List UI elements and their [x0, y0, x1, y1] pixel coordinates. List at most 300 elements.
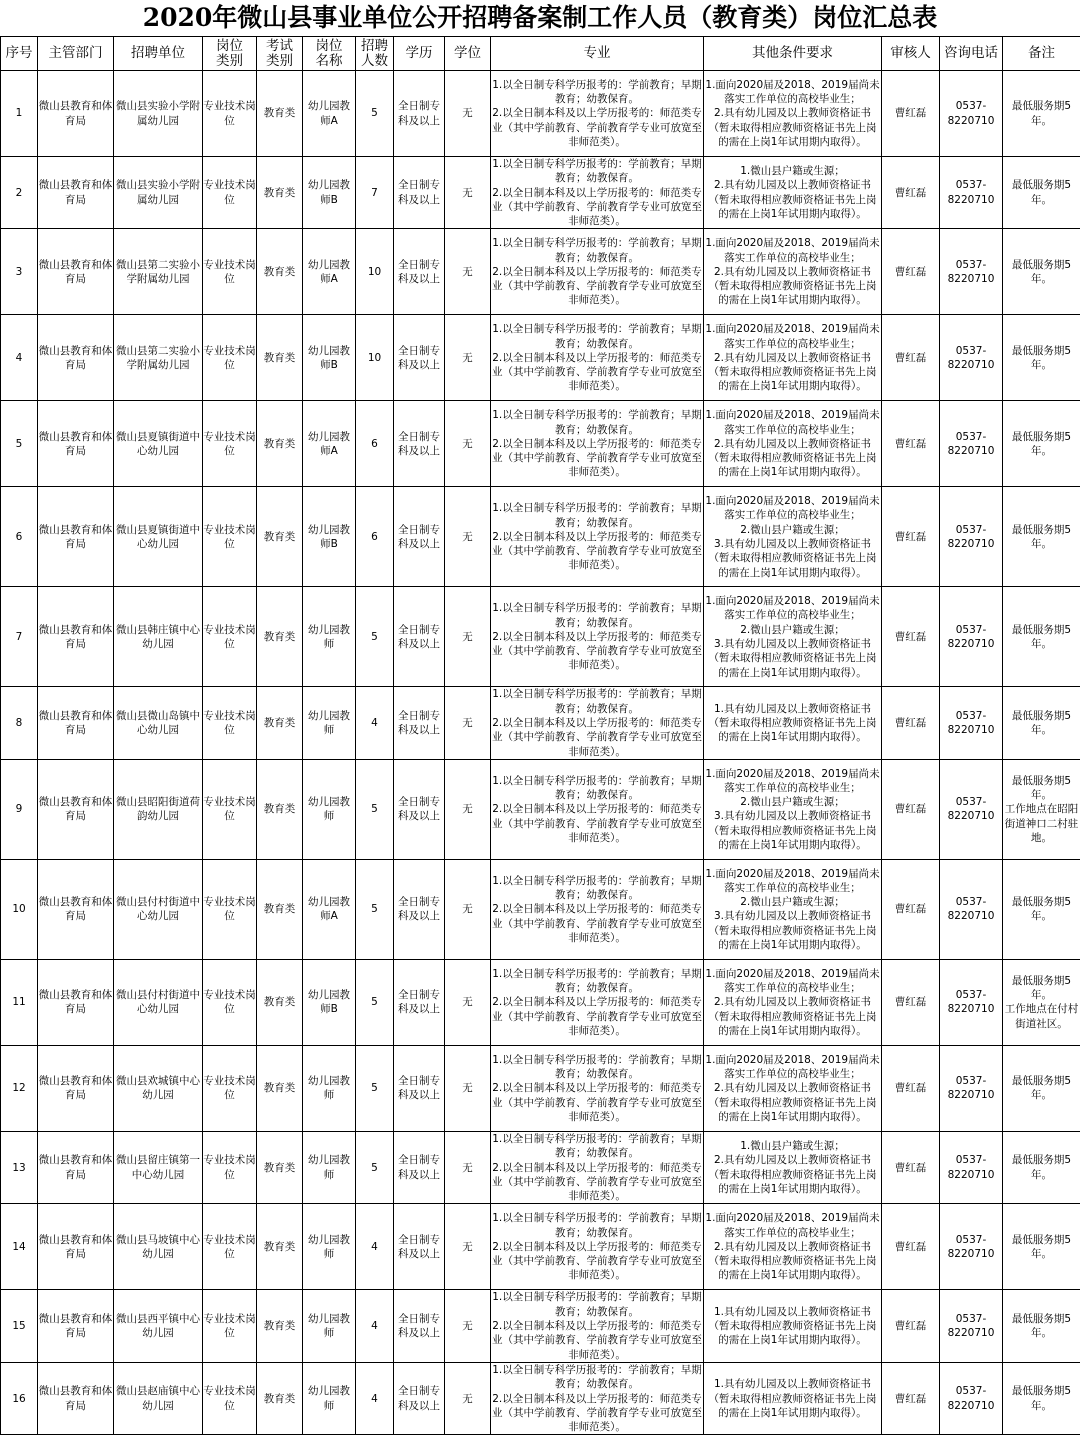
cell-degree — [445, 587, 491, 687]
header-col-major — [491, 37, 704, 71]
cell-text: 全日制专科及以上 — [394, 344, 444, 373]
cell-dept — [38, 315, 114, 401]
cell-post-type — [203, 959, 257, 1045]
cell-edu — [394, 687, 445, 759]
cell-text: 1.以全日制专科学历报考的：学前教育；早期教育；幼教保育。 2.以全日制本科及以上学历报考的：师范类专业（其中学前教育、学前教育学专业可放宽至非师范类）。 — [491, 874, 703, 945]
cell-edu — [394, 157, 445, 229]
cell-count — [356, 1290, 394, 1362]
cell-count — [356, 1204, 394, 1290]
cell-text: 5 — [356, 1161, 393, 1175]
cell-text: 教育类 — [257, 530, 302, 544]
cell-count — [356, 487, 394, 587]
cell-text: 1.以全日制专科学历报考的：学前教育；早期教育；幼教保育。 2.以全日制本科及以上学历报考的：师范类专业（其中学前教育、学前教育学专业可放宽至非师范类）。 — [491, 1132, 703, 1203]
cell-post-type — [203, 401, 257, 487]
cell-text: 微山县教育和体育局 — [38, 1233, 113, 1262]
cell-dept — [38, 1362, 114, 1434]
table-row — [1, 959, 1080, 1045]
cell-text: 微山县马坡镇中心幼儿园 — [114, 1233, 202, 1262]
cell-reviewer — [882, 759, 940, 859]
cell-cond — [704, 71, 882, 157]
cell-text: 16 — [1, 1392, 37, 1406]
cell-text: 无 — [445, 1161, 490, 1175]
cell-text: 1.以全日制专科学历报考的：学前教育；早期教育；幼教保育。 2.以全日制本科及以上学历报考的：师范类专业（其中学前教育、学前教育学专业可放宽至非师范类）。 — [491, 1053, 703, 1124]
cell-edu — [394, 315, 445, 401]
cell-major — [491, 587, 704, 687]
cell-reviewer — [882, 859, 940, 959]
cell-text: 曹红磊 — [882, 716, 939, 730]
cell-degree — [445, 71, 491, 157]
cell-text: 全日制专科及以上 — [394, 988, 444, 1017]
cell-major — [491, 315, 704, 401]
cell-text: 1.以全日制专科学历报考的：学前教育；早期教育；幼教保育。 2.以全日制本科及以上学历报考的：师范类专业（其中学前教育、学前教育学专业可放宽至非师范类）。 — [491, 1363, 703, 1434]
cell-dept — [38, 1290, 114, 1362]
cell-major — [491, 759, 704, 859]
cell-count — [356, 687, 394, 759]
cell-text: 微山县实验小学附属幼儿园 — [114, 99, 202, 128]
cell-phone — [940, 959, 1003, 1045]
cell-exam-type — [257, 959, 303, 1045]
cell-text: 10 — [1, 902, 37, 916]
cell-text: 曹红磊 — [882, 1392, 939, 1406]
cell-reviewer — [882, 315, 940, 401]
cell-no — [1, 71, 38, 157]
header-col-unit — [114, 37, 203, 71]
cell-text: 曹红磊 — [882, 630, 939, 644]
cell-text: 0537-8220710 — [940, 430, 1002, 459]
cell-text: 0537-8220710 — [940, 258, 1002, 287]
cell-note — [1003, 229, 1080, 315]
cell-note — [1003, 1204, 1080, 1290]
cell-text: 专业技术岗位 — [203, 1153, 256, 1182]
cell-major — [491, 229, 704, 315]
cell-text: 最低服务期5年。 — [1003, 1312, 1080, 1341]
cell-text: 11 — [1, 995, 37, 1009]
cell-text: 微山县实验小学附属幼儿园 — [114, 178, 202, 207]
table-row — [1, 1290, 1080, 1362]
cell-no — [1, 1204, 38, 1290]
cell-text: 专业技术岗位 — [203, 988, 256, 1017]
cell-post-type — [203, 1290, 257, 1362]
cell-text: 专业技术岗位 — [203, 795, 256, 824]
cell-no — [1, 759, 38, 859]
cell-edu — [394, 1131, 445, 1203]
cell-degree — [445, 229, 491, 315]
cell-text: 5 — [356, 106, 393, 120]
cell-text: 最低服务期5年。 — [1003, 1384, 1080, 1413]
header-col-note — [1003, 37, 1080, 71]
header-label: 咨询电话 — [940, 46, 1002, 61]
cell-text: 专业技术岗位 — [203, 1312, 256, 1341]
cell-edu — [394, 859, 445, 959]
cell-text: 1.面向2020届及2018、2019届尚未落实工作单位的高校毕业生； 2.具有幼儿园及以上教师资格证书（暂未取得相应教师资格证书先上岗的需在上岗1年试用期内取得）。 — [704, 1053, 881, 1124]
cell-text: 专业技术岗位 — [203, 523, 256, 552]
cell-text: 全日制专科及以上 — [394, 1233, 444, 1262]
cell-text: 全日制专科及以上 — [394, 1074, 444, 1103]
header-label: 审核人 — [882, 46, 939, 61]
cell-text: 全日制专科及以上 — [394, 99, 444, 128]
cell-text: 1.以全日制专科学历报考的：学前教育；早期教育；幼教保育。 2.以全日制本科及以上学历报考的：师范类专业（其中学前教育、学前教育学专业可放宽至非师范类）。 — [491, 236, 703, 307]
cell-exam-type — [257, 1290, 303, 1362]
cell-text: 全日制专科及以上 — [394, 623, 444, 652]
cell-exam-type — [257, 759, 303, 859]
cell-no — [1, 859, 38, 959]
cell-text: 4 — [356, 1240, 393, 1254]
cell-text: 幼儿园教师A — [303, 430, 355, 459]
cell-count — [356, 229, 394, 315]
cell-text: 8 — [1, 716, 37, 730]
cell-text: 最低服务期5年。 — [1003, 523, 1080, 552]
cell-text: 1.面向2020届及2018、2019届尚未落实工作单位的高校毕业生； 2.具有幼儿园及以上教师资格证书（暂未取得相应教师资格证书先上岗的需在上岗1年试用期内取得）。 — [704, 967, 881, 1038]
cell-unit — [114, 229, 203, 315]
cell-cond — [704, 587, 882, 687]
cell-post-name — [303, 859, 356, 959]
cell-note — [1003, 587, 1080, 687]
cell-phone — [940, 1290, 1003, 1362]
cell-text: 1.具有幼儿园及以上教师资格证书（暂未取得相应教师资格证书先上岗的需在上岗1年试用期内取得）。 — [704, 1377, 881, 1420]
cell-no — [1, 587, 38, 687]
cell-dept — [38, 487, 114, 587]
cell-text: 微山县微山岛镇中心幼儿园 — [114, 709, 202, 738]
cell-note — [1003, 157, 1080, 229]
cell-post-name — [303, 487, 356, 587]
header-col-phone — [940, 37, 1003, 71]
cell-note — [1003, 759, 1080, 859]
cell-text: 1.面向2020届及2018、2019届尚未落实工作单位的高校毕业生； 2.微山县户籍或生源； 3.具有幼儿园及以上教师资格证书（暂未取得相应教师资格证书先上岗的需在上岗1年试用期内取得）。 — [704, 494, 881, 580]
table-row — [1, 1362, 1080, 1434]
cell-unit — [114, 859, 203, 959]
cell-degree — [445, 487, 491, 587]
cell-cond — [704, 1204, 882, 1290]
cell-text: 最低服务期5年。 — [1003, 709, 1080, 738]
cell-reviewer — [882, 687, 940, 759]
cell-edu — [394, 487, 445, 587]
cell-text: 6 — [356, 530, 393, 544]
cell-post-type — [203, 759, 257, 859]
cell-exam-type — [257, 587, 303, 687]
table-row — [1, 1131, 1080, 1203]
cell-text: 曹红磊 — [882, 1240, 939, 1254]
cell-text: 微山县西平镇中心幼儿园 — [114, 1312, 202, 1341]
cell-text: 曹红磊 — [882, 106, 939, 120]
cell-text: 教育类 — [257, 1392, 302, 1406]
cell-unit — [114, 587, 203, 687]
cell-text: 微山县教育和体育局 — [38, 1074, 113, 1103]
cell-count — [356, 587, 394, 687]
cell-note — [1003, 1362, 1080, 1434]
cell-major — [491, 401, 704, 487]
cell-text: 1.以全日制专科学历报考的：学前教育；早期教育；幼教保育。 2.以全日制本科及以上学历报考的：师范类专业（其中学前教育、学前教育学专业可放宽至非师范类）。 — [491, 1290, 703, 1361]
cell-text: 1.以全日制专科学历报考的：学前教育；早期教育；幼教保育。 2.以全日制本科及以上学历报考的：师范类专业（其中学前教育、学前教育学专业可放宽至非师范类）。 — [491, 601, 703, 672]
cell-text: 1.以全日制专科学历报考的：学前教育；早期教育；幼教保育。 2.以全日制本科及以上学历报考的：师范类专业（其中学前教育、学前教育学专业可放宽至非师范类）。 — [491, 157, 703, 228]
cell-phone — [940, 401, 1003, 487]
cell-degree — [445, 401, 491, 487]
cell-count — [356, 1362, 394, 1434]
cell-text: 无 — [445, 1081, 490, 1095]
header-label: 序号 — [1, 46, 37, 61]
cell-text: 微山县教育和体育局 — [38, 709, 113, 738]
cell-post-name — [303, 1362, 356, 1434]
cell-text: 0537-8220710 — [940, 523, 1002, 552]
cell-text: 微山县教育和体育局 — [38, 795, 113, 824]
cell-cond — [704, 229, 882, 315]
positions-table — [0, 36, 1080, 1435]
cell-text: 教育类 — [257, 437, 302, 451]
cell-text: 7 — [1, 630, 37, 644]
header-col-count — [356, 37, 394, 71]
cell-text: 曹红磊 — [882, 265, 939, 279]
cell-phone — [940, 229, 1003, 315]
cell-text: 0537-8220710 — [940, 895, 1002, 924]
table-row — [1, 315, 1080, 401]
header-label: 学位 — [445, 46, 490, 61]
cell-note — [1003, 1045, 1080, 1131]
cell-text: 最低服务期5年。 — [1003, 1153, 1080, 1182]
cell-major — [491, 1290, 704, 1362]
cell-no — [1, 1290, 38, 1362]
cell-text: 6 — [356, 437, 393, 451]
cell-text: 1.面向2020届及2018、2019届尚未落实工作单位的高校毕业生； 2.具有幼儿园及以上教师资格证书（暂未取得相应教师资格证书先上岗的需在上岗1年试用期内取得）。 — [704, 322, 881, 393]
cell-text: 幼儿园教师B — [303, 178, 355, 207]
cell-count — [356, 759, 394, 859]
cell-edu — [394, 1204, 445, 1290]
cell-reviewer — [882, 1290, 940, 1362]
cell-text: 1.面向2020届及2018、2019届尚未落实工作单位的高校毕业生； 2.微山县户籍或生源； 3.具有幼儿园及以上教师资格证书（暂未取得相应教师资格证书先上岗的需在上岗1年试用期内取得）。 — [704, 867, 881, 953]
cell-text: 幼儿园教师 — [303, 623, 355, 652]
cell-exam-type — [257, 1362, 303, 1434]
cell-edu — [394, 1362, 445, 1434]
table-row — [1, 859, 1080, 959]
cell-text: 无 — [445, 1392, 490, 1406]
cell-text: 专业技术岗位 — [203, 1384, 256, 1413]
cell-text: 1.面向2020届及2018、2019届尚未落实工作单位的高校毕业生； 2.具有幼儿园及以上教师资格证书（暂未取得相应教师资格证书先上岗的需在上岗1年试用期内取得）。 — [704, 78, 881, 149]
cell-text: 曹红磊 — [882, 186, 939, 200]
cell-text: 教育类 — [257, 995, 302, 1009]
cell-exam-type — [257, 71, 303, 157]
cell-text: 专业技术岗位 — [203, 430, 256, 459]
header-label: 招聘 人数 — [356, 39, 393, 69]
cell-text: 曹红磊 — [882, 530, 939, 544]
cell-major — [491, 687, 704, 759]
cell-edu — [394, 1290, 445, 1362]
cell-text: 教育类 — [257, 1240, 302, 1254]
cell-unit — [114, 1131, 203, 1203]
cell-post-type — [203, 487, 257, 587]
cell-phone — [940, 1045, 1003, 1131]
cell-count — [356, 157, 394, 229]
header-col-exam-type — [257, 37, 303, 71]
cell-text: 0537-8220710 — [940, 1233, 1002, 1262]
cell-degree — [445, 1045, 491, 1131]
cell-text: 微山县教育和体育局 — [38, 988, 113, 1017]
cell-text: 最低服务期5年。 — [1003, 1233, 1080, 1262]
cell-unit — [114, 71, 203, 157]
cell-text: 教育类 — [257, 265, 302, 279]
cell-text: 专业技术岗位 — [203, 623, 256, 652]
table-row — [1, 157, 1080, 229]
header-label: 专业 — [491, 46, 703, 61]
header-col-reviewer — [882, 37, 940, 71]
cell-major — [491, 1131, 704, 1203]
cell-no — [1, 1045, 38, 1131]
cell-exam-type — [257, 1131, 303, 1203]
cell-text: 7 — [356, 186, 393, 200]
cell-text: 1.具有幼儿园及以上教师资格证书（暂未取得相应教师资格证书先上岗的需在上岗1年试用期内取得）。 — [704, 1305, 881, 1348]
cell-text: 1 — [1, 106, 37, 120]
cell-text: 教育类 — [257, 716, 302, 730]
cell-text: 最低服务期5年。 — [1003, 344, 1080, 373]
cell-text: 15 — [1, 1319, 37, 1333]
cell-text: 微山县付村街道中心幼儿园 — [114, 988, 202, 1017]
cell-post-type — [203, 1131, 257, 1203]
cell-text: 微山县夏镇街道中心幼儿园 — [114, 523, 202, 552]
cell-edu — [394, 959, 445, 1045]
cell-no — [1, 687, 38, 759]
cell-text: 教育类 — [257, 1161, 302, 1175]
cell-text: 6 — [1, 530, 37, 544]
cell-dept — [38, 587, 114, 687]
cell-post-type — [203, 71, 257, 157]
cell-dept — [38, 759, 114, 859]
cell-text: 幼儿园教师 — [303, 1153, 355, 1182]
cell-text: 无 — [445, 106, 490, 120]
cell-text: 全日制专科及以上 — [394, 1153, 444, 1182]
cell-phone — [940, 759, 1003, 859]
cell-text: 1.以全日制专科学历报考的：学前教育；早期教育；幼教保育。 2.以全日制本科及以上学历报考的：师范类专业（其中学前教育、学前教育学专业可放宽至非师范类）。 — [491, 408, 703, 479]
cell-text: 0537-8220710 — [940, 709, 1002, 738]
cell-unit — [114, 315, 203, 401]
cell-text: 专业技术岗位 — [203, 1074, 256, 1103]
cell-text: 全日制专科及以上 — [394, 795, 444, 824]
cell-text: 14 — [1, 1240, 37, 1254]
cell-text: 无 — [445, 902, 490, 916]
cell-dept — [38, 157, 114, 229]
cell-exam-type — [257, 487, 303, 587]
cell-phone — [940, 687, 1003, 759]
cell-text: 教育类 — [257, 802, 302, 816]
cell-dept — [38, 229, 114, 315]
header-label: 招聘单位 — [114, 46, 202, 61]
cell-text: 最低服务期5年。 — [1003, 1074, 1080, 1103]
cell-text: 4 — [356, 1319, 393, 1333]
cell-text: 0537-8220710 — [940, 988, 1002, 1017]
header-label: 学历 — [394, 46, 444, 61]
cell-post-name — [303, 959, 356, 1045]
cell-text: 0537-8220710 — [940, 99, 1002, 128]
cell-text: 13 — [1, 1161, 37, 1175]
cell-text: 全日制专科及以上 — [394, 709, 444, 738]
cell-post-name — [303, 1045, 356, 1131]
cell-text: 微山县教育和体育局 — [38, 895, 113, 924]
cell-degree — [445, 157, 491, 229]
cell-major — [491, 71, 704, 157]
cell-exam-type — [257, 401, 303, 487]
cell-post-type — [203, 229, 257, 315]
cell-text: 幼儿园教师 — [303, 795, 355, 824]
cell-exam-type — [257, 315, 303, 401]
cell-text: 教育类 — [257, 902, 302, 916]
cell-exam-type — [257, 859, 303, 959]
cell-phone — [940, 487, 1003, 587]
cell-text: 4 — [1, 351, 37, 365]
table-row — [1, 229, 1080, 315]
cell-text: 全日制专科及以上 — [394, 895, 444, 924]
cell-text: 4 — [356, 1392, 393, 1406]
cell-text: 1.以全日制专科学历报考的：学前教育；早期教育；幼教保育。 2.以全日制本科及以上学历报考的：师范类专业（其中学前教育、学前教育学专业可放宽至非师范类）。 — [491, 501, 703, 572]
cell-count — [356, 315, 394, 401]
cell-text: 5 — [1, 437, 37, 451]
header-col-post-type — [203, 37, 257, 71]
cell-text: 微山县教育和体育局 — [38, 1384, 113, 1413]
cell-text: 微山县教育和体育局 — [38, 523, 113, 552]
cell-major — [491, 1362, 704, 1434]
cell-text: 5 — [356, 802, 393, 816]
cell-dept — [38, 1131, 114, 1203]
cell-post-name — [303, 687, 356, 759]
header-label: 备注 — [1003, 46, 1080, 61]
cell-text: 曹红磊 — [882, 802, 939, 816]
cell-cond — [704, 401, 882, 487]
cell-text: 教育类 — [257, 351, 302, 365]
cell-edu — [394, 401, 445, 487]
cell-note — [1003, 1290, 1080, 1362]
cell-text: 教育类 — [257, 630, 302, 644]
cell-major — [491, 487, 704, 587]
cell-text: 无 — [445, 630, 490, 644]
cell-post-type — [203, 687, 257, 759]
header-col-degree — [445, 37, 491, 71]
page-title: 2020年微山县事业单位公开招聘备案制工作人员（教育类）岗位汇总表 — [0, 0, 1080, 36]
cell-text: 0537-8220710 — [940, 178, 1002, 207]
cell-text: 教育类 — [257, 1081, 302, 1095]
cell-count — [356, 959, 394, 1045]
cell-cond — [704, 487, 882, 587]
cell-text: 微山县昭阳街道荷韵幼儿园 — [114, 795, 202, 824]
cell-degree — [445, 315, 491, 401]
cell-text: 专业技术岗位 — [203, 895, 256, 924]
cell-reviewer — [882, 587, 940, 687]
cell-text: 幼儿园教师A — [303, 258, 355, 287]
cell-post-type — [203, 315, 257, 401]
cell-phone — [940, 1204, 1003, 1290]
cell-text: 无 — [445, 351, 490, 365]
cell-text: 曹红磊 — [882, 995, 939, 1009]
cell-text: 无 — [445, 995, 490, 1009]
cell-cond — [704, 1045, 882, 1131]
cell-edu — [394, 587, 445, 687]
cell-post-type — [203, 1045, 257, 1131]
cell-unit — [114, 959, 203, 1045]
header-col-edu — [394, 37, 445, 71]
cell-edu — [394, 71, 445, 157]
cell-text: 幼儿园教师 — [303, 709, 355, 738]
cell-text: 2 — [1, 186, 37, 200]
cell-post-name — [303, 401, 356, 487]
cell-text: 教育类 — [257, 186, 302, 200]
cell-reviewer — [882, 1204, 940, 1290]
table-row — [1, 1045, 1080, 1131]
cell-unit — [114, 401, 203, 487]
cell-cond — [704, 1362, 882, 1434]
cell-unit — [114, 157, 203, 229]
cell-unit — [114, 1204, 203, 1290]
cell-post-name — [303, 229, 356, 315]
cell-text: 最低服务期5年。 工作地点在昭阳街道神口二村驻地。 — [1003, 774, 1080, 845]
cell-text: 微山县韩庄镇中心幼儿园 — [114, 623, 202, 652]
cell-dept — [38, 1045, 114, 1131]
cell-text: 曹红磊 — [882, 1161, 939, 1175]
cell-post-name — [303, 1204, 356, 1290]
header-col-dept — [38, 37, 114, 71]
